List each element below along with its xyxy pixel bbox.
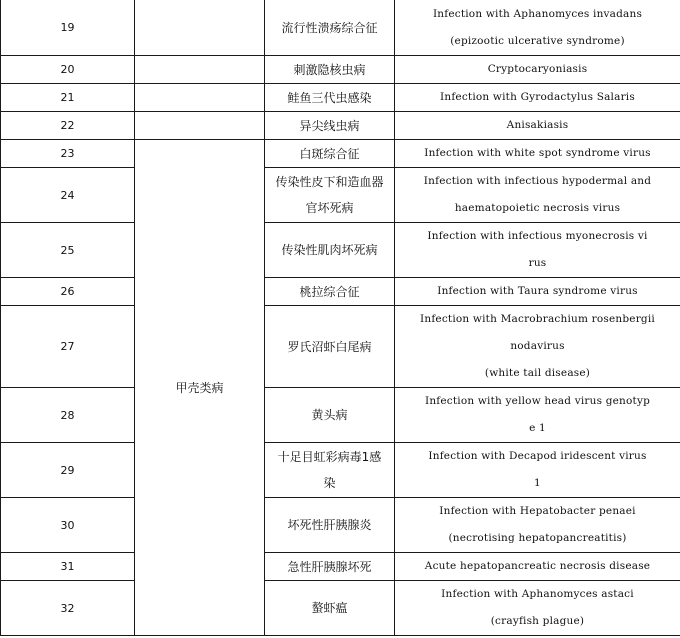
table-row <box>1 388 680 443</box>
disease-name-cn-line: 螯虾瘟 <box>311 601 348 615</box>
table-row <box>1 0 680 56</box>
disease-name-en <box>395 306 680 388</box>
disease-name-en-line: (epizootic ulcerative syndrome) <box>450 34 625 47</box>
disease-name-cn <box>265 278 395 306</box>
row-number: 23 <box>1 140 135 168</box>
disease-name-en-line: Infection with Gyrodactylus Salaris <box>440 91 635 103</box>
disease-name-cn-line: 刺激隐核虫病 <box>293 62 366 77</box>
table-row <box>1 306 680 388</box>
row-number: 19 <box>1 0 135 56</box>
disease-name-en-line: Infection with Aphanomyces invadans <box>432 7 643 20</box>
disease-name-cn-line: 官坏死病 <box>305 201 354 215</box>
row-number: 24 <box>1 168 135 223</box>
row-number: 25 <box>1 223 135 278</box>
disease-name-en-line: 1 <box>534 477 541 489</box>
row-number: 26 <box>1 278 135 306</box>
disease-name-cn <box>265 223 395 278</box>
disease-name-en <box>395 581 680 636</box>
row-number: 32 <box>1 581 135 636</box>
disease-name-en <box>395 388 680 443</box>
row-number: 22 <box>1 112 135 140</box>
disease-name-cn-line: 白斑综合征 <box>299 146 360 161</box>
disease-name-en-line: Infection with Aphanomyces astaci <box>441 588 634 600</box>
disease-name-en-line: Infection with white spot syndrome virus <box>424 147 651 159</box>
disease-name-en-line: (necrotising hepatopancreatitis) <box>448 532 627 544</box>
table-row <box>1 498 680 553</box>
category-cell <box>135 0 265 56</box>
disease-name-cn <box>265 388 395 443</box>
disease-name-cn-line: 异尖线虫病 <box>299 118 360 133</box>
disease-name-cn <box>265 443 395 498</box>
disease-name-en-line: e 1 <box>529 422 546 434</box>
disease-name-cn-line: 急性肝胰腺坏死 <box>287 559 372 574</box>
disease-name-cn <box>265 168 395 223</box>
disease-name-en-line: Infection with Taura syndrome virus <box>437 285 638 297</box>
disease-name-en <box>395 0 680 56</box>
table-row <box>1 112 680 140</box>
disease-name-en <box>395 443 680 498</box>
disease-name-en <box>395 56 680 84</box>
table-row <box>1 443 680 498</box>
disease-name-en-line: Infection with yellow head virus genotyp <box>424 395 651 407</box>
category-cell <box>135 56 265 84</box>
row-number: 28 <box>1 388 135 443</box>
row-number: 29 <box>1 443 135 498</box>
disease-name-cn-line: 鲑鱼三代虫感染 <box>287 90 372 105</box>
row-number: 30 <box>1 498 135 553</box>
disease-name-cn-line: 黄头病 <box>311 408 348 422</box>
disease-name-cn <box>265 112 395 140</box>
disease-name-en <box>395 84 680 112</box>
table-row <box>1 581 680 636</box>
table-row <box>1 56 680 84</box>
table-row <box>1 84 680 112</box>
disease-name-en-line: Cryptocaryoniasis <box>487 63 588 75</box>
category-cell: 甲壳类病 <box>135 140 265 636</box>
row-number: 31 <box>1 553 135 581</box>
disease-name-en-line: haematopoietic necrosis virus <box>454 202 621 214</box>
row-number: 20 <box>1 56 135 84</box>
category-cell <box>135 112 265 140</box>
disease-name-en-line: Infection with Decapod iridescent virus <box>428 450 647 462</box>
disease-name-en-line: Acute hepatopancreatic necrosis disease <box>424 560 651 572</box>
disease-name-en-line: rus <box>528 257 547 269</box>
disease-name-cn <box>265 84 395 112</box>
category-cell <box>135 84 265 112</box>
disease-name-en-line: Infection with infectious hypodermal and <box>423 175 652 187</box>
table-row <box>1 168 680 223</box>
disease-name-en-line: Infection with Macrobrachium rosenbergii <box>420 313 655 325</box>
disease-name-en-line: Anisakiasis <box>506 119 569 131</box>
disease-name-cn-line: 传染性肌肉坏死病 <box>281 243 378 257</box>
disease-name-en <box>395 168 680 223</box>
table-row <box>1 140 680 168</box>
disease-name-en <box>395 553 680 581</box>
disease-name-en-line: nodavirus <box>510 340 565 352</box>
row-number: 21 <box>1 84 135 112</box>
disease-name-cn-line: 染 <box>323 476 336 490</box>
disease-name-cn-line: 流行性溃疡综合征 <box>281 20 378 35</box>
disease-name-en-line: Infection with Hepatobacter penaei <box>439 505 636 517</box>
disease-name-en-line: (crayfish plague) <box>490 615 585 627</box>
disease-name-en <box>395 223 680 278</box>
table-row <box>1 278 680 306</box>
disease-name-cn <box>265 140 395 168</box>
disease-name-cn-line: 桃拉综合征 <box>299 284 360 299</box>
disease-name-en <box>395 112 680 140</box>
disease-name-en <box>395 140 680 168</box>
table-row <box>1 553 680 581</box>
disease-name-cn-line: 罗氏沼虾白尾病 <box>287 339 372 354</box>
disease-name-cn <box>265 0 395 56</box>
disease-name-en-line: Infection with infectious myonecrosis vi <box>427 230 648 242</box>
table-row <box>1 223 680 278</box>
disease-name-cn <box>265 553 395 581</box>
disease-name-cn <box>265 498 395 553</box>
disease-name-cn <box>265 306 395 388</box>
disease-name-cn-line: 坏死性肝胰腺炎 <box>287 518 372 532</box>
disease-name-cn <box>265 56 395 84</box>
disease-name-en <box>395 278 680 306</box>
disease-name-en-line: (white tail disease) <box>484 367 591 379</box>
disease-name-cn-line: 传染性皮下和造血器 <box>275 175 384 189</box>
disease-name-cn-line: 十足目虹彩病毒1感 <box>277 450 382 464</box>
disease-name-cn <box>265 581 395 636</box>
disease-name-en <box>395 498 680 553</box>
row-number: 27 <box>1 306 135 388</box>
